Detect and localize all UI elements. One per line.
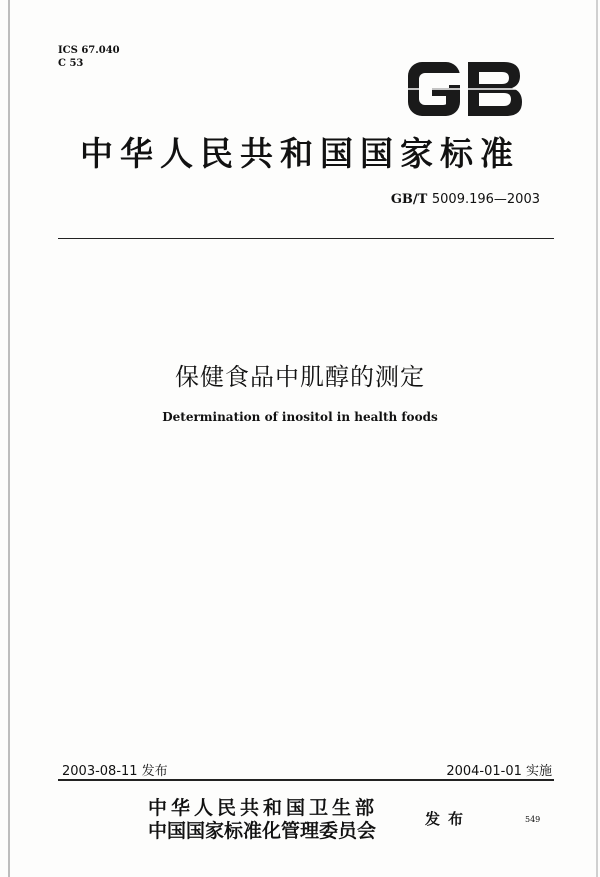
- ccs-code: C 53: [58, 58, 84, 69]
- footer-divider: [58, 779, 554, 781]
- classification-codes: [58, 44, 120, 70]
- scan-edge-left: [8, 0, 10, 877]
- header-divider: [58, 238, 554, 239]
- document-title-en: Determination of inositol in health foods: [162, 410, 438, 424]
- scan-edge-right: [596, 0, 598, 877]
- standard-number: [380, 192, 540, 207]
- document-title-cn: 保健食品中肌醇的测定: [175, 363, 425, 391]
- issuing-authorities: [148, 797, 378, 843]
- gb-logo: [404, 58, 526, 120]
- publish-label: 发布: [425, 810, 472, 828]
- issuer-ministry-of-health: 中华人民共和国卫生部: [148, 797, 379, 819]
- standard-prefix: GB/T: [390, 192, 428, 207]
- implementation-date: 2004-01-01 实施: [446, 764, 552, 779]
- issue-date: 2003-08-11 发布: [62, 764, 168, 779]
- ics-code: ICS 67.040: [58, 45, 120, 56]
- issuer-standardization-administration: 中国国家标准化管理委员会: [148, 820, 377, 842]
- national-standard-title: 中华人民共和国国家标准: [80, 134, 520, 173]
- page-number: 549: [525, 815, 541, 824]
- standard-code: 5009.196—2003: [431, 192, 540, 207]
